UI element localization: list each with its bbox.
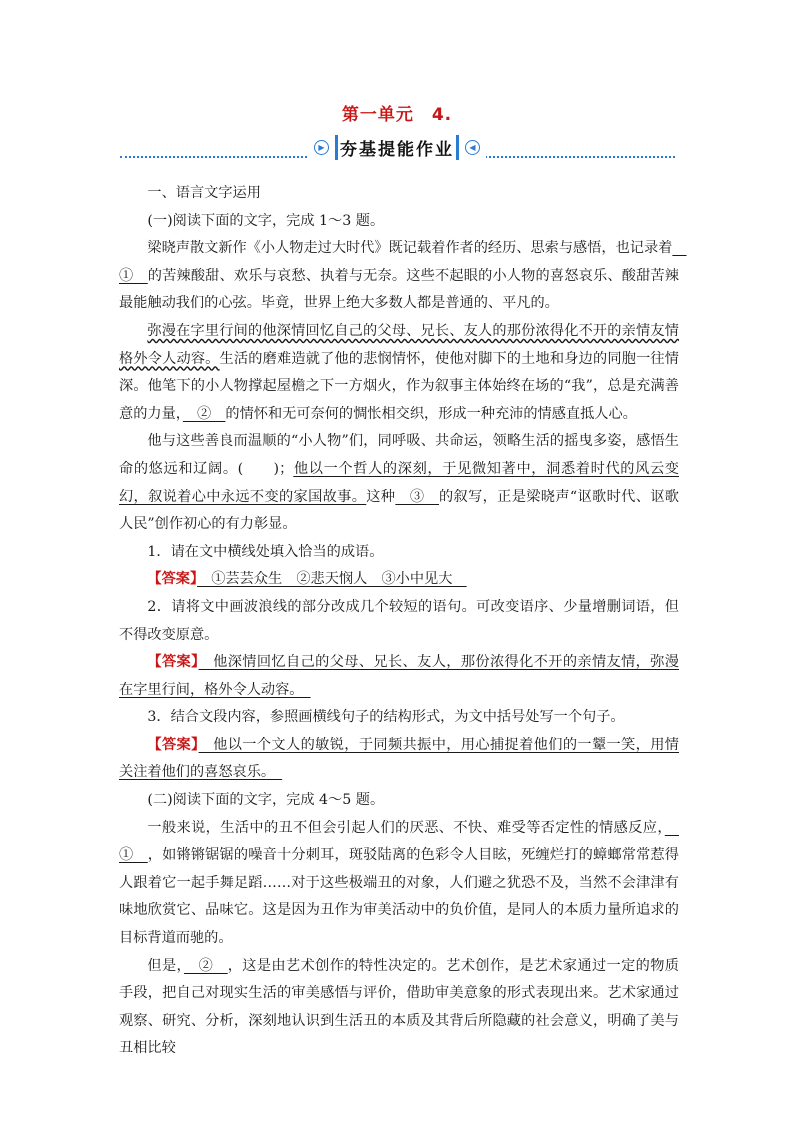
passage-paragraph: 一般来说，生活中的丑不但会引起人们的厌恶、不快、难受等否定性的情感反应， ① ，如锵锵锯锯的噪音十分刺耳，斑驳陆离的色彩令人目眩，死缠烂打的蟑螂常常惹得人跟着它一起手舞足蹈……对于这些极端丑的对象，人们避之犹恐不及，当然不会津津有味地欣赏它、品味它。这是因为丑作为审美活动中的负价值，是同人的本质力量所追求的目标背道而驰的。 <box>119 819 679 947</box>
play-left-icon: ◀ <box>465 140 480 155</box>
passage-paragraph: 他与这些善良而温顺的“小人物”们，同呼吸、共命运，领略生活的摇曳多姿，感悟生命的悠远和辽阔。( )；他以一个哲人的深刻，于见微知著中，洞悉着时代的风云变幻，叙说着心中永远不变的家国故事。这种 ③ 的叙写，正是梁晓声“讴歌时代、讴歌人民”创作初心的有力彰显。 <box>119 433 679 533</box>
sub-heading: (一)阅读下面的文字，完成 1～3 题。 <box>147 212 385 229</box>
answer-label: 【答案】 <box>147 571 198 588</box>
answer-3 <box>119 732 679 787</box>
answer-text: ①芸芸众生 ②悲天悯人 ③小中见大 <box>197 571 467 588</box>
answer-label: 【答案】 <box>147 654 199 671</box>
section-heading: 一、语言文字运用 <box>147 185 261 201</box>
answer-2 <box>119 649 679 704</box>
fill-blank: ① <box>119 819 679 864</box>
section-banner <box>308 134 486 160</box>
question-1: 1．请在文中横线处填入恰当的成语。 <box>147 543 384 560</box>
answer-1 <box>119 566 679 594</box>
answer-text: 他以一个文人的敏锐，于同频共振中，用心捕捉着他们的一颦一笑，用情关注着他们的喜怒哀乐。 <box>119 736 679 781</box>
fill-blank: ③ <box>395 488 439 505</box>
question-3: 3．结合文段内容，参照画横线句子的结构形式，为文中括号处写一个句子。 <box>147 709 625 726</box>
play-right-icon: ▶ <box>314 140 329 155</box>
passage-paragraph: 弥漫在字里行间的他深情回忆自己的父母、兄长、友人的那份浓得化不开的亲情友情格外令人动容。生活的磨难造就了他的悲悯情怀，使他对脚下的土地和身边的同胞一往情深。他笔下的小人物撑起屋檐之下一方烟火，作为叙事主体始终在场的“我”，总是充满善意的力量， ② 的情怀和无可奈何的惆怅相交织，形成一种充沛的情感直抵人心。 <box>119 322 679 422</box>
underlined-text: 他以一个哲人的深刻，于见微知著中，洞悉着时代的风云变幻，叙说着心中永远不变的家国故事。 <box>119 460 679 505</box>
fill-blank: ② <box>182 405 226 422</box>
answer-text: 他深情回忆自己的父母、兄长、友人，那份浓得化不开的亲情友情，弥漫在字里行间，格外令人动容。 <box>119 654 679 698</box>
fill-blank: ① <box>119 240 687 284</box>
passage-paragraph: 但是， ② ，这是由艺术创作的特性决定的。艺术创作，是艺术家通过一定的物质手段，把自己对现实生活的审美感悟与评价，借助审美意象的形式表现出来。艺术家通过观察、研究、分析，深刻地认识到生活丑的本质及其背后所隐藏的社会意义，明确了美与丑相比较 <box>119 957 679 1057</box>
banner-title: 夯基提能作业 <box>335 135 459 160</box>
wavy-underlined-text: 弥漫在字里行间的他深情回忆自己的父母、兄长、友人的那份浓得化不开的亲情友情格外令人动容。 <box>119 322 679 367</box>
fill-blank: ② <box>184 957 228 974</box>
document-body <box>119 180 687 1063</box>
passage-paragraph: 梁晓声散文新作《小人物走过大时代》既记载着作者的经历、思索与感悟，也记录着 ① 的苦辣酸甜、欢乐与哀愁、执着与无奈。这些不起眼的小人物的喜怒哀乐、酸甜苦辣最能触动我们的心弦。毕竟，世界上绝大多数人都是普通的、平凡的。 <box>119 240 687 312</box>
sub-heading: (二)阅读下面的文字，完成 4～5 题。 <box>147 792 385 809</box>
page-title: 第一单元 4. <box>341 105 453 125</box>
question-2: 2．请将文中画波浪线的部分改成几个较短的语句。可改变语序、少量增删词语，但不得改变原意。 <box>119 598 679 643</box>
answer-label: 【答案】 <box>147 736 199 753</box>
